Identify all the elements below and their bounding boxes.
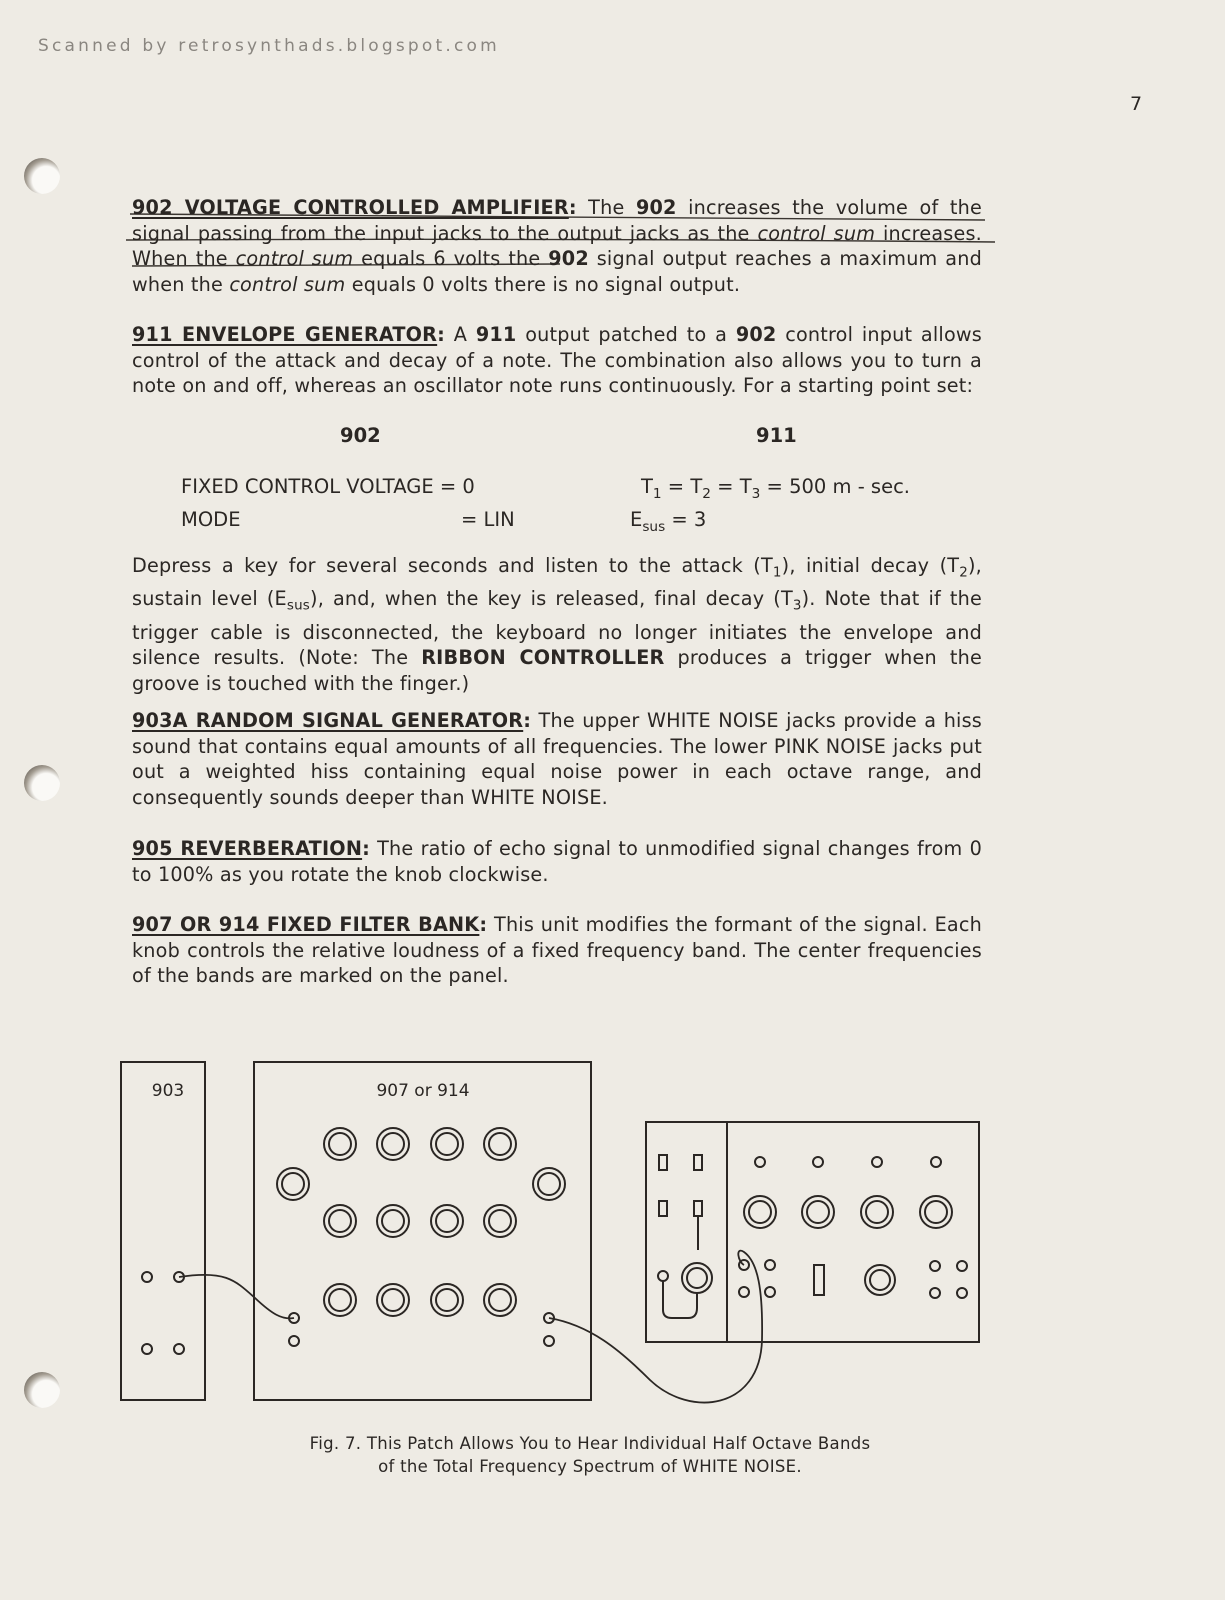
heading-905-reverb: 905 REVERBERATION — [132, 837, 363, 860]
module-907-panel — [254, 1062, 591, 1400]
caption-line-1: Fig. 7. This Patch Allows You to Hear Individual Half Octave Bands — [309, 1434, 871, 1453]
module-903-label: 903 — [151, 1081, 185, 1101]
caption-line-2: of the Total Frequency Spectrum of WHITE NOISE. — [378, 1457, 802, 1476]
jack-907-output-2 — [544, 1336, 554, 1346]
jack-903-white-left — [142, 1272, 152, 1282]
section-905-reverb: 905 REVERBERATION: The ratio of echo signal to unmodified signal changes from 0 to 100% as you rotate the knob clockwise. — [132, 837, 982, 886]
module-903-panel — [121, 1062, 205, 1400]
heading-903a-random: 903A RANDOM SIGNAL GENERATOR — [132, 709, 524, 732]
setting-fixed-control-voltage: FIXED CONTROL VOLTAGE = 0 — [181, 475, 475, 498]
section-911-envelope: 911 ENVELOPE GENERATOR: A 911 output patched to a 902 control input allows control of the attack and decay of a note. The combination also allows you to turn a note on and off, whereas an oscillator note runs continuously. For a starting point set: — [132, 323, 982, 398]
section-depress-key: Depress a key for several seconds and listen to the attack $(T_1)$, initial decay $(T_2)$, sustain level $(E_{sus})$, and, when the key is released, final decay $(T_3)$. Note that if the trigger cable is disconnected, the keyboard no longer initiates the envelope and silence results. (Note: The RIBBON CONTROLLER produces a trigger when the groove is touched with the finger.) — [132, 554, 983, 695]
jack-right-trigger — [658, 1271, 668, 1281]
settings-col-902: 902 — [340, 424, 381, 447]
module-907-label: 907 or 914 — [376, 1081, 470, 1101]
patch-cable-filter-to-mixer — [549, 1251, 762, 1403]
patch-cable-white-noise-to-filter — [179, 1275, 294, 1319]
jack-907-input-2 — [289, 1336, 299, 1346]
jack-903-pink-right — [174, 1344, 184, 1354]
heading-911-envelope: 911 ENVELOPE GENERATOR — [132, 323, 438, 346]
heading-902-vca: 902 VOLTAGE CONTROLLED AMPLIFIER — [132, 196, 569, 219]
settings-col-911: 911 — [756, 424, 797, 447]
section-902-vca: 902 VOLTAGE CONTROLLED AMPLIFIER: The 902 increases the volume of the signal passing from the input jacks to the output jacks as the control sum increases. When the control sum equals 6 volts the 902 signal output reaches a maximum and when the control sum equals 0 volts there is no signal output. — [132, 196, 982, 296]
setting-mode-label: MODE — [181, 508, 241, 531]
figure-caption — [240, 1432, 940, 1478]
setting-mode-value: = LIN — [461, 508, 515, 531]
heading-907-filter: 907 OR 914 FIXED FILTER BANK — [132, 913, 480, 936]
setting-sustain: $E_{sus} = 3$ — [630, 508, 707, 535]
section-903a-random: 903A RANDOM SIGNAL GENERATOR: The upper WHITE NOISE jacks provide a hiss sound that contains equal amounts of all frequencies. The lower PINK NOISE jacks put out a weighted hiss containing equal noise power in each octave range, and consequently sounds deeper than WHITE NOISE. — [132, 709, 982, 809]
jack-903-pink-left — [142, 1344, 152, 1354]
scanned-by-watermark: Scanned by retrosynthads.blogspot.com — [38, 36, 500, 56]
section-907-filter: 907 OR 914 FIXED FILTER BANK: This unit modifies the formant of the signal. Each knob controls the relative loudness of a fixed frequency band. The center frequencies of the bands are marked on the panel. — [132, 913, 982, 988]
filter-bank-knobs — [277, 1128, 565, 1316]
setting-time-constants: $T_1 = T_2 = T_3 = 500$ m - sec. — [641, 475, 911, 502]
page-number: 7 — [1130, 93, 1143, 115]
